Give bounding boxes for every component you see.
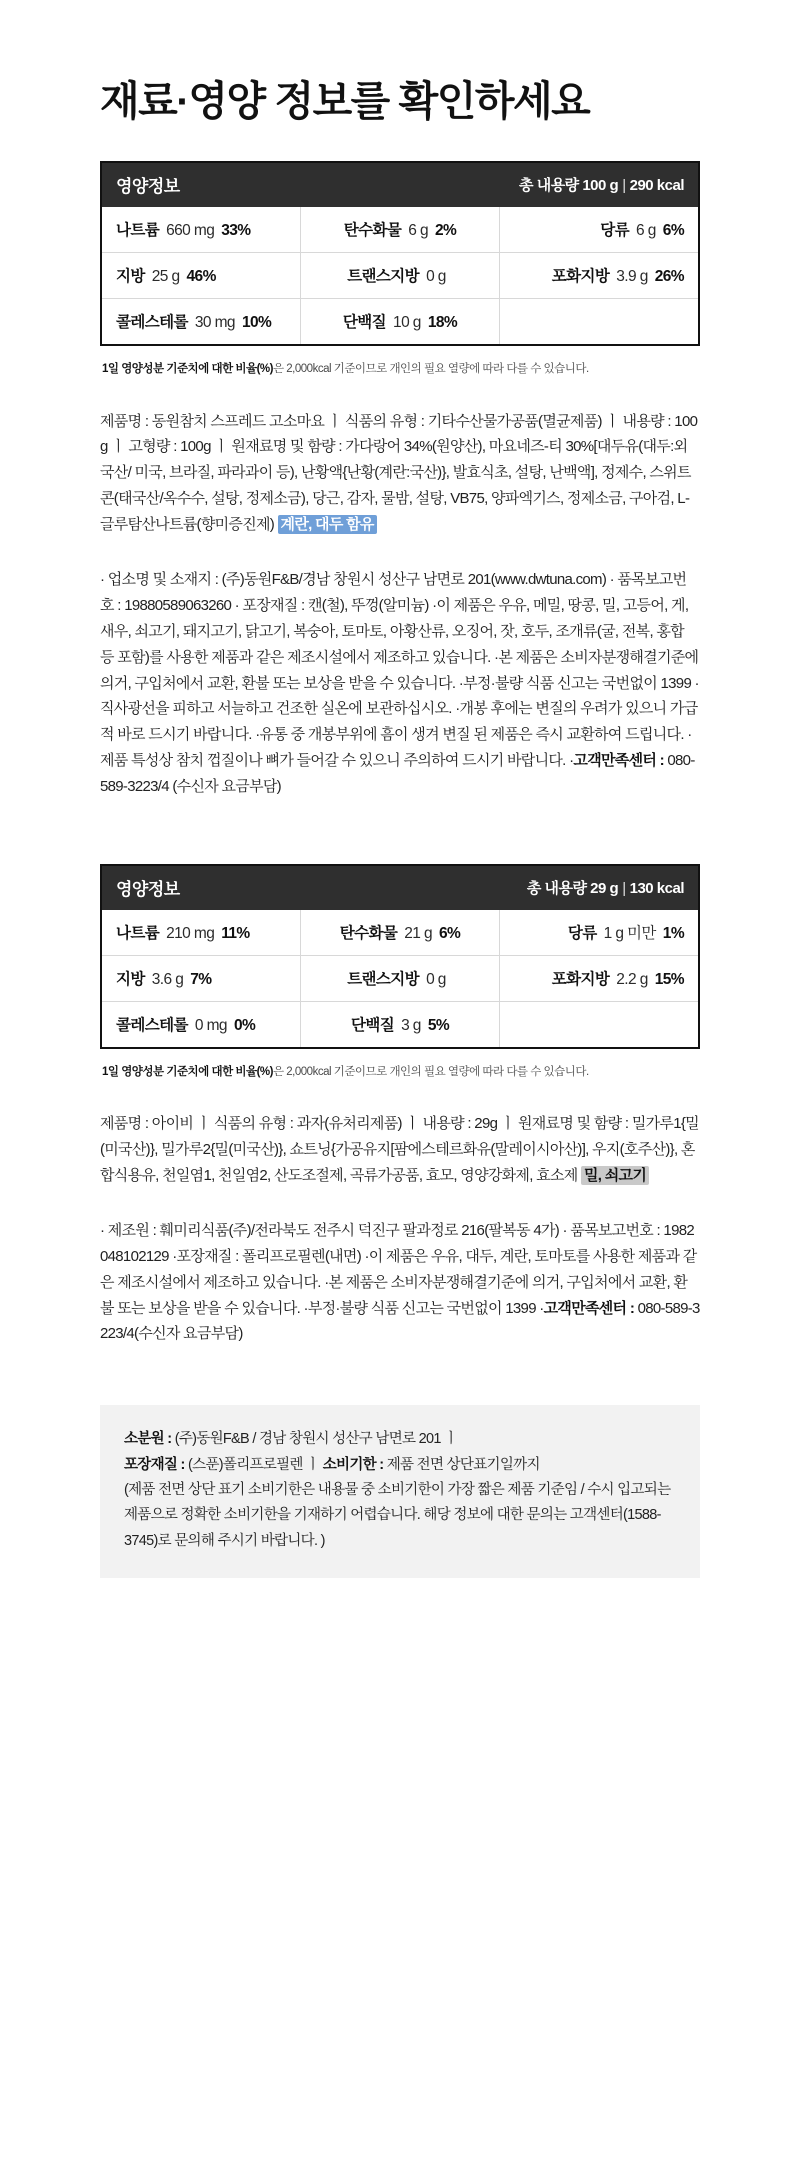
nutrient-cell — [102, 910, 300, 955]
product-ingredients-1 — [100, 409, 700, 538]
nutrient-value: 210 mg — [166, 924, 215, 942]
nutrient-cell — [102, 299, 300, 344]
table-row — [102, 207, 698, 253]
nutrient-label: 트랜스지방 — [347, 970, 420, 988]
table-row — [102, 299, 698, 344]
nutrient-label: 나트륨 — [116, 222, 160, 240]
product-ingredients-text-2: 제품명 : 아이비 ㅣ 식품의 유형 : 과자(유처리제품) ㅣ 내용량 : 29g ㅣ 원재료명 및 함량 : 밀가루1{밀(미국산)}, 밀가루2{밀(미국산)}, 쇼트닝{가공유지[팜에스테르화유(말레이시아산)], 우지(호주산)}, 혼합식용유, 천일염1, 천일염2, 산도조절제, 곡류가공품, 효모, 영양강화제, 효소제 — [100, 1114, 699, 1184]
nutrition-title-2: 영양정보 — [116, 879, 180, 899]
nutrient-value: 21 g — [404, 924, 433, 942]
nutrient-cell — [300, 910, 499, 955]
nutrient-label: 지방 — [116, 970, 145, 988]
nutrient-cell — [300, 1002, 499, 1047]
nutrient-label: 콜레스테롤 — [116, 1016, 188, 1034]
expiry-value: 제품 전면 상단표기일까지 — [383, 1456, 540, 1473]
product-ingredients-text-1: 제품명 : 동원참치 스프레드 고소마요 ㅣ 식품의 유형 : 기타수산물가공품(멸균제품) ㅣ 내용량 : 100g ㅣ 고형량 : 100g ㅣ 원재료명 및 함량 : 가다랑어 34%(원양산), 마요네즈-티 30%[대두유(대두:외국산/ 미국, 브라질, 파라과이 등), 난황액{난황(계란:국산)}, 발효식초, 설탕, 난백액], 정제수, 스위트콘(태국산/옥수수, 설탕, 정제소금), 당근, 감자, 물밤, 설탕, VB75, 양파엑기스, 정제소금, 구아검, L-글루탐산나트륨(향미증진제) — [100, 412, 698, 533]
customer-center-label-2: 고객만족센터 : — [543, 1299, 635, 1317]
nutrient-value: 0 mg — [194, 1016, 227, 1034]
nutrient-percent: 18% — [427, 314, 458, 332]
nutrient-cell — [499, 956, 698, 1001]
nutrient-value: 2.2 g — [616, 970, 648, 988]
nutrition-facts-table-2 — [100, 864, 700, 1049]
nutrient-percent: 26% — [654, 268, 684, 286]
nutrient-value: 25 g — [151, 268, 180, 286]
nutrition-header-1 — [102, 163, 698, 207]
nutrient-label: 콜레스테롤 — [116, 314, 188, 332]
manufacturer-info-text-2: · 제조원 : 훼미리식품(주)/전라북도 전주시 덕진구 팔과정로 216(팔복동 4가) · 품목보고번호 : 1982048102129 ·포장재질 : 폴리프로필렌(내면) ·이 제품은 우유, 대두, 계란, 토마토를 사용한 제품과 같은 제조시설에서 제조하고 있습니다. ·본 제품은 소비자분쟁해결기준에 의거, 구입처에서 교환, 환불 또는 보상을 받을 수 있습니다. ·부정·불량 식품 신고는 국번없이 1399 · — [100, 1222, 697, 1317]
nutrient-label: 단백질 — [342, 314, 387, 332]
serving-size-1: 총 내용량 100 g — [519, 177, 619, 195]
nutrient-value: 3.6 g — [151, 970, 184, 988]
nutrition-note-bold-2: 1일 영양성분 기준치에 대한 비율(%) — [102, 1065, 273, 1078]
manufacturer-info-text-1: · 업소명 및 소재지 : (주)동원F&B/경남 창원시 성산구 남면로 201(www.dwtuna.com) · 품목보고번호 : 19880589063260 · 포장재질 : 캔(철), 뚜껑(알미늄) ·이 제품은 우유, 메밀, 땅콩, 밀, 고등어, 게, 새우, 쇠고기, 돼지고기, 닭고기, 복숭아, 토마토, 아황산류, 오징어, 잣, 호두, 조개류(굴, 전복, 홍합 등 포함)를 사용한 제품과 같은 제조시설에서 제조하고 있습니다. ·본 제품은 소비자분쟁해결기준에 의거, 구입처에서 교환, 환불 또는 보상을 받을 수 있습니다. ·부정·불량 식품 신고는 국번없이 1399 ·직사광선을 피하고 서늘하고 건조한 실온에 보관하십시오. ·개봉 후에는 변질의 우려가 있으니 가급적 바로 드시기 바랍니다. ·유통 중 개봉부위에 흠이 생겨 변질 된 제품은 즉시 교환하여 드립니다. ·제품 특성상 참치 껍질이나 뼈가 들어갈 수 있으니 주의하여 드시기 바랍니다. · — [100, 571, 699, 770]
nutrient-percent: 6% — [662, 222, 684, 240]
table-row — [102, 910, 698, 956]
nutrient-label: 당류 — [567, 924, 597, 942]
repacker-label: 소분원 : — [124, 1431, 172, 1448]
nutrient-cell — [300, 253, 499, 298]
calories-1: 290 kcal — [629, 177, 684, 195]
nutrient-label: 포화지방 — [551, 268, 610, 286]
nutrient-value: 3 g — [401, 1016, 421, 1034]
nutrient-label: 단백질 — [350, 1016, 395, 1034]
nutrient-cell-empty — [499, 1002, 698, 1047]
nutrient-label: 트랜스지방 — [347, 268, 420, 286]
serving-size-2: 총 내용량 29 g — [526, 879, 619, 897]
nutrient-percent: 15% — [654, 970, 684, 988]
nutrient-value: 30 mg — [194, 314, 235, 332]
expiry-label: 소비기한 : — [322, 1456, 384, 1473]
nutrition-header-2 — [102, 866, 698, 910]
nutrient-label: 지방 — [116, 268, 145, 286]
customer-center-value-1: 080-589-3223/4 (수신자 요금부담) — [100, 752, 695, 795]
allergen-highlight-1: 계란, 대두 함유 — [278, 515, 377, 534]
nutrient-cell — [300, 956, 499, 1001]
nutrient-value: 0 g — [426, 268, 446, 286]
nutrition-title-1: 영양정보 — [116, 177, 180, 197]
allergen-highlight-2: 밀, 쇠고기 — [581, 1166, 649, 1185]
nutrient-cell — [300, 207, 499, 252]
nutrition-note-rest-1: 은 2,000kcal 기준이므로 개인의 필요 열량에 따라 다를 수 있습니다. — [272, 363, 589, 376]
nutrient-cell-empty — [499, 299, 698, 344]
nutrient-percent: 10% — [241, 314, 272, 332]
nutrient-value: 6 g — [408, 222, 429, 240]
nutrient-label: 포화지방 — [551, 970, 610, 988]
nutrient-label: 당류 — [600, 222, 630, 240]
nutrient-label: 탄수화물 — [339, 924, 398, 942]
nutrient-cell — [102, 253, 300, 298]
nutrient-percent: 2% — [435, 222, 457, 240]
nutrient-percent: 33% — [221, 222, 251, 240]
table-row — [102, 253, 698, 299]
nutrient-percent: 46% — [186, 268, 216, 286]
nutrition-note-bold-1: 1일 영양성분 기준치에 대한 비율(%) — [102, 363, 273, 376]
nutrient-value: 3.9 g — [616, 268, 648, 286]
nutrient-percent: 0% — [233, 1016, 256, 1034]
table-row — [102, 1002, 698, 1047]
nutrient-cell — [300, 299, 499, 344]
nutrient-value: 0 g — [426, 970, 446, 988]
nutrient-cell — [499, 207, 698, 252]
nutrition-note-2 — [100, 1057, 700, 1081]
nutrient-percent: 5% — [427, 1016, 450, 1034]
nutrient-cell — [102, 1002, 300, 1047]
repacker-line — [124, 1427, 676, 1452]
packaging-material-value: (스푼)폴리프로필렌 ㅣ — [184, 1456, 323, 1473]
separator-icon: | — [622, 177, 626, 195]
nutrient-cell — [102, 956, 300, 1001]
nutrient-percent: 7% — [190, 970, 212, 988]
nutrient-cell — [499, 910, 698, 955]
separator-icon: | — [622, 879, 626, 897]
nutrient-value: 1 g 미만 — [603, 924, 656, 942]
nutrient-label: 탄수화물 — [343, 222, 402, 240]
calories-2: 130 kcal — [629, 879, 684, 897]
repacker-value: (주)동원F&B / 경남 창원시 성산구 남면로 201 ㅣ — [171, 1431, 458, 1448]
content-column — [100, 76, 700, 1648]
packaging-material-line — [124, 1453, 676, 1478]
product-ingredients-2 — [100, 1111, 700, 1188]
page-title: 재료·영양 정보를 확인하세요 — [100, 78, 590, 124]
nutrient-label: 나트륨 — [116, 924, 160, 942]
nutrient-cell — [102, 207, 300, 252]
nutrient-value: 660 mg — [166, 222, 215, 240]
nutrient-cell — [499, 253, 698, 298]
customer-center-label-1: 고객만족센터 : — [573, 752, 664, 770]
nutrient-value: 10 g — [393, 314, 421, 332]
nutrition-serving-summary-2 — [527, 877, 684, 898]
table-row — [102, 956, 698, 1002]
nutrition-serving-summary-1 — [519, 174, 684, 195]
customer-center-value-2: 080-589-3223/4(수신자 요금부담) — [100, 1299, 700, 1343]
packaging-info-box — [100, 1405, 700, 1578]
nutrition-facts-table-1 — [100, 161, 700, 346]
nutrient-percent: 11% — [221, 924, 250, 942]
packaging-material-label: 포장재질 : — [124, 1456, 185, 1473]
nutrition-note-1 — [100, 354, 700, 378]
manufacturer-info-2 — [100, 1218, 700, 1347]
nutrient-percent: 1% — [662, 924, 684, 942]
expiry-note: (제품 전면 상단 표기 소비기한은 내용물 중 소비기한이 가장 짧은 제품 기준임 / 수시 입고되는 제품으로 정확한 소비기한을 기재하기 어렵습니다. 해당 정보에 대한 문의는 고객센터(1588-3745)로 문의해 주시기 바랍니다. ) — [124, 1482, 671, 1549]
manufacturer-info-1 — [100, 567, 700, 799]
nutrient-value: 6 g — [636, 222, 656, 240]
nutrient-percent: 6% — [439, 924, 461, 942]
nutrition-note-rest-2: 은 2,000kcal 기준이므로 개인의 필요 열량에 따라 다를 수 있습니다. — [272, 1065, 589, 1078]
